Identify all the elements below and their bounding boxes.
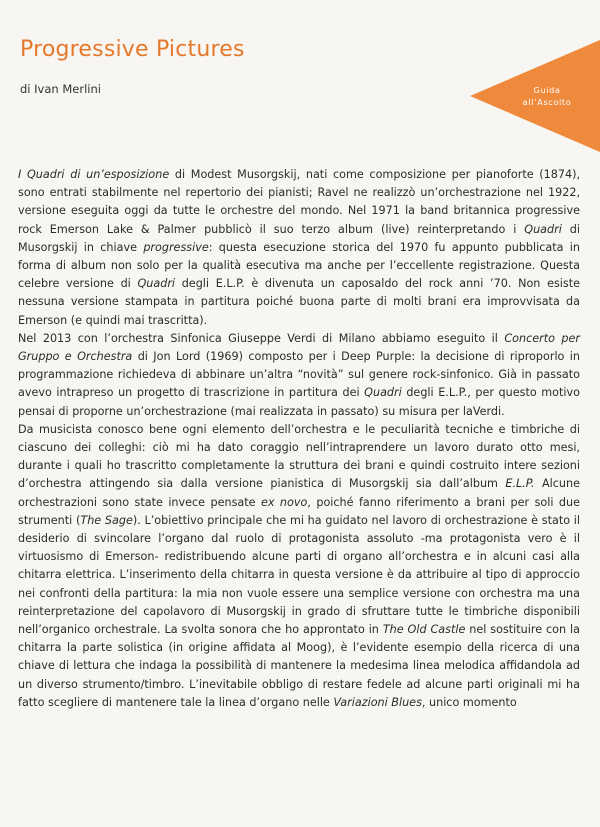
text-run: , unico momento xyxy=(421,695,517,709)
paragraph xyxy=(18,166,580,330)
text-run: , poiché fanno riferimento a brani per soli due strumenti ( xyxy=(18,495,580,527)
text-run: Alcune orchestrazioni sono state invece pensate xyxy=(18,477,580,509)
italic-text-run: ex novo xyxy=(260,495,308,509)
text-run: Da musicista conosco bene ogni elemento dell’orchestra e le peculiarità tecniche e timbriche di ciascuno dei colleghi: ciò mi ha dato coraggio nell’intraprendere un lavoro durato otto mesi, durante i quali ho trascritto completamente la struttura dei brani e quindi costruito intere sezioni d’orchestra attingendo sia dalla versione pianistica di Musorgskij sia dall’album xyxy=(18,422,580,491)
text-run: Nel 2013 con l’orchestra Sinfonica Giuseppe Verdi di Milano abbiamo eseguito il xyxy=(18,331,505,345)
text-run: ). L’obiettivo principale che mi ha guidato nel lavoro di orchestrazione è stato il desiderio di svincolare l’organo dal ruolo di protagonista assoluto -ma protagonista vero è il virtuosismo di Emerson- redistribuendo alcune parti di organo all’orchestra e in alcuni casi alla chitarra elettrica. L’inserimento della chitarra in questa versione è da attribuire al tipo di approccio nei confronti della partitura: la mia non vuole essere una semplice versione con orchestra ma una reinterpretazione del capolavoro di Musorgskij in grado di sfruttare tutte le timbriche disponibili nell’organico orchestrale. La svolta sonora che ho approntato in xyxy=(18,513,580,637)
italic-text-run: The Old Castle xyxy=(382,623,466,637)
section-tag-label xyxy=(502,84,592,108)
italic-text-run: Quadri xyxy=(137,277,176,291)
text-run: di Musorgskij in chiave xyxy=(18,222,580,254)
author-byline: di Ivan Merlini xyxy=(20,82,101,96)
italic-text-run: I xyxy=(18,168,27,181)
text-run: nel sostituire con la chitarra la parte solistica (in origine affidata al Moog), è l’evidente esempio della ricerca di una chiave di lettura che indaga la possibilità di mantenere la medesima linea melodica affidandola ad un diverso strumento/timbro. L’inevitabile obbligo di restare fedele ad alcune parti originali mi ha fatto scegliere di mantenere tale la linea d’organo nelle xyxy=(18,623,580,709)
text-run: di Modest Musorgskij, nati come composizione per pianoforte (1874), sono entrati stabilmente nel repertorio dei pianisti; Ravel ne realizzò un’orchestrazione nel 1922, versione eseguita oggi da tutte le orchestre del mondo. Nel 1971 la band britannica progressive rock Emerson Lake & Palmer pubblicò il suo terzo album (live) reinterpretando i xyxy=(18,168,581,236)
italic-text-run: Quadri xyxy=(524,222,562,236)
italic-text-run: Quadri xyxy=(364,386,402,400)
tag-line-1: Guida xyxy=(533,85,561,95)
italic-text-run: Concerto per Gruppo e Orchestra xyxy=(18,331,580,364)
italic-text-run: Variazioni Blues xyxy=(333,695,422,709)
article-body xyxy=(18,166,580,712)
italic-text-run: E.L.P. xyxy=(505,477,535,491)
paragraph xyxy=(18,421,580,712)
text-run: degli E.L.P. è divenuta un caposaldo del rock anni ’70. Non esiste nessuna versione stampata in partitura poiché buona parte di molti brani era improvvisata da Emerson (e quindi mai trascritta). xyxy=(18,277,580,327)
italic-text-run: The Sage xyxy=(80,513,133,527)
text-run: : questa esecuzione storica del 1970 fu appunto pubblicata in forma di album non solo per la qualità esecutiva ma anche per l’eccellente registrazione. Questa celebre versione di xyxy=(18,240,581,291)
italic-text-run: progressive xyxy=(143,240,209,254)
paragraph xyxy=(18,330,580,421)
text-run: di Jon Lord (1969) composto per i Deep Purple: la decisione di riproporlo in programmazione richiedeva di abbinare un’altra “novità” sul genere rock-sinfonico. Già in passato avevo intrapreso un progetto di trascrizione in partitura dei xyxy=(18,350,580,400)
italic-text-run: Quadri di un’esposizione xyxy=(26,168,170,181)
article-title: Progressive Pictures xyxy=(20,36,245,62)
text-run: degli E.L.P., per questo motivo pensai di proporne un’orchestrazione (mai realizzata in passato) su misura per laVerdi. xyxy=(18,386,580,418)
tag-line-2: all’Ascolto xyxy=(522,97,572,107)
